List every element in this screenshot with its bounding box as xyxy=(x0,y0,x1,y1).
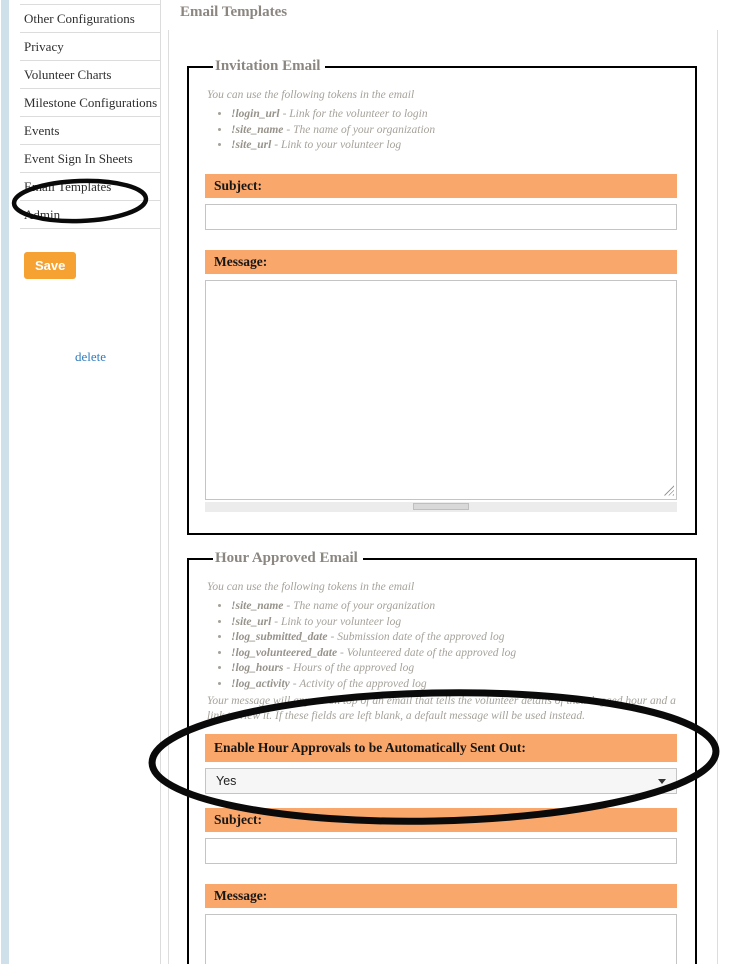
token-name: !site_url xyxy=(231,615,272,628)
token-item xyxy=(231,599,677,615)
token-item xyxy=(231,661,677,677)
token-name: !log_submitted_date xyxy=(231,631,328,643)
invitation-email-section xyxy=(187,58,697,535)
token-desc: - Submission date of the approved log xyxy=(330,631,505,643)
hour-approved-email-legend: Hour Approved Email xyxy=(215,550,358,566)
token-desc: - Activity of the approved log xyxy=(292,677,427,690)
invitation-email-legend: Invitation Email xyxy=(215,58,321,74)
subject-label-bar: Subject: xyxy=(205,174,677,198)
token-name: !site_name xyxy=(231,600,284,612)
horizontal-scrollbar[interactable] xyxy=(205,502,677,512)
token-name: !log_hours xyxy=(231,662,284,674)
page-title: Email Templates xyxy=(180,4,288,20)
token-desc: - Volunteered date of the approved log xyxy=(340,646,517,659)
token-list xyxy=(205,599,677,692)
settings-sidebar xyxy=(20,4,161,229)
invitation-message-textarea[interactable] xyxy=(205,280,677,500)
token-item xyxy=(231,677,677,693)
token-item xyxy=(231,615,677,631)
token-name: !site_name xyxy=(231,123,284,136)
token-list xyxy=(205,107,677,154)
sidebar-item-milestone-configurations[interactable]: Milestone Configurations xyxy=(20,88,161,116)
tokens-intro: You can use the following tokens in the email xyxy=(207,581,415,593)
sidebar-item-volunteer-charts[interactable]: Volunteer Charts xyxy=(20,60,161,88)
delete-link[interactable]: delete xyxy=(74,349,107,364)
subject-label-bar: Subject: xyxy=(205,808,677,832)
sidebar-item-privacy[interactable]: Privacy xyxy=(20,32,161,60)
token-item xyxy=(231,646,677,662)
hour-approved-email-section xyxy=(187,550,697,964)
sidebar-item-admin[interactable]: Admin xyxy=(20,200,161,228)
token-desc: - Link to your volunteer log xyxy=(274,139,402,151)
invitation-subject-input[interactable] xyxy=(205,204,677,230)
token-name: !log_volunteered_date xyxy=(231,646,338,659)
message-label-bar: Message: xyxy=(205,884,677,908)
token-name: !log_activity xyxy=(231,677,290,690)
token-name: !login_url xyxy=(231,108,280,120)
message-label-bar: Message: xyxy=(205,250,677,274)
tokens-intro: You can use the following tokens in the email xyxy=(207,89,415,101)
token-desc: - Link to your volunteer log xyxy=(274,615,402,628)
sidebar-item-events[interactable]: Events xyxy=(20,116,161,144)
save-button[interactable]: Save xyxy=(24,252,76,279)
token-item xyxy=(231,138,677,154)
scrollbar-grip[interactable] xyxy=(413,503,469,510)
hour-approved-subject-input[interactable] xyxy=(205,838,677,864)
token-desc: - Hours of the approved log xyxy=(286,662,415,674)
hour-approved-message-textarea[interactable] xyxy=(205,914,677,964)
token-desc: - Link for the volunteer to login xyxy=(282,108,428,120)
sidebar-item-other-configurations[interactable]: Other Configurations xyxy=(20,4,161,32)
token-item xyxy=(231,630,677,646)
content-panel xyxy=(168,30,718,964)
dropdown-selected-value: Yes xyxy=(216,774,237,788)
sidebar-item-email-templates[interactable]: Email Templates xyxy=(20,172,161,200)
left-accent-strip xyxy=(1,0,9,964)
token-item xyxy=(231,107,677,123)
token-name: !site_url xyxy=(231,139,272,151)
token-desc: - The name of your organization xyxy=(286,123,436,136)
sidebar-item-event-sign-in-sheets[interactable]: Event Sign In Sheets xyxy=(20,144,161,172)
enable-hour-approvals-dropdown[interactable] xyxy=(205,768,677,794)
token-item xyxy=(231,123,677,139)
hour-approved-note: Your message will appear on top of an email that tells the volunteer details of their logged hour and a link to view it. If these fields are left blank, a default message will be used instead. xyxy=(207,695,676,722)
chevron-down-icon xyxy=(658,779,666,784)
token-desc: - The name of your organization xyxy=(286,600,436,612)
enable-hour-approvals-label-bar: Enable Hour Approvals to be Automatically Sent Out: xyxy=(205,734,677,762)
